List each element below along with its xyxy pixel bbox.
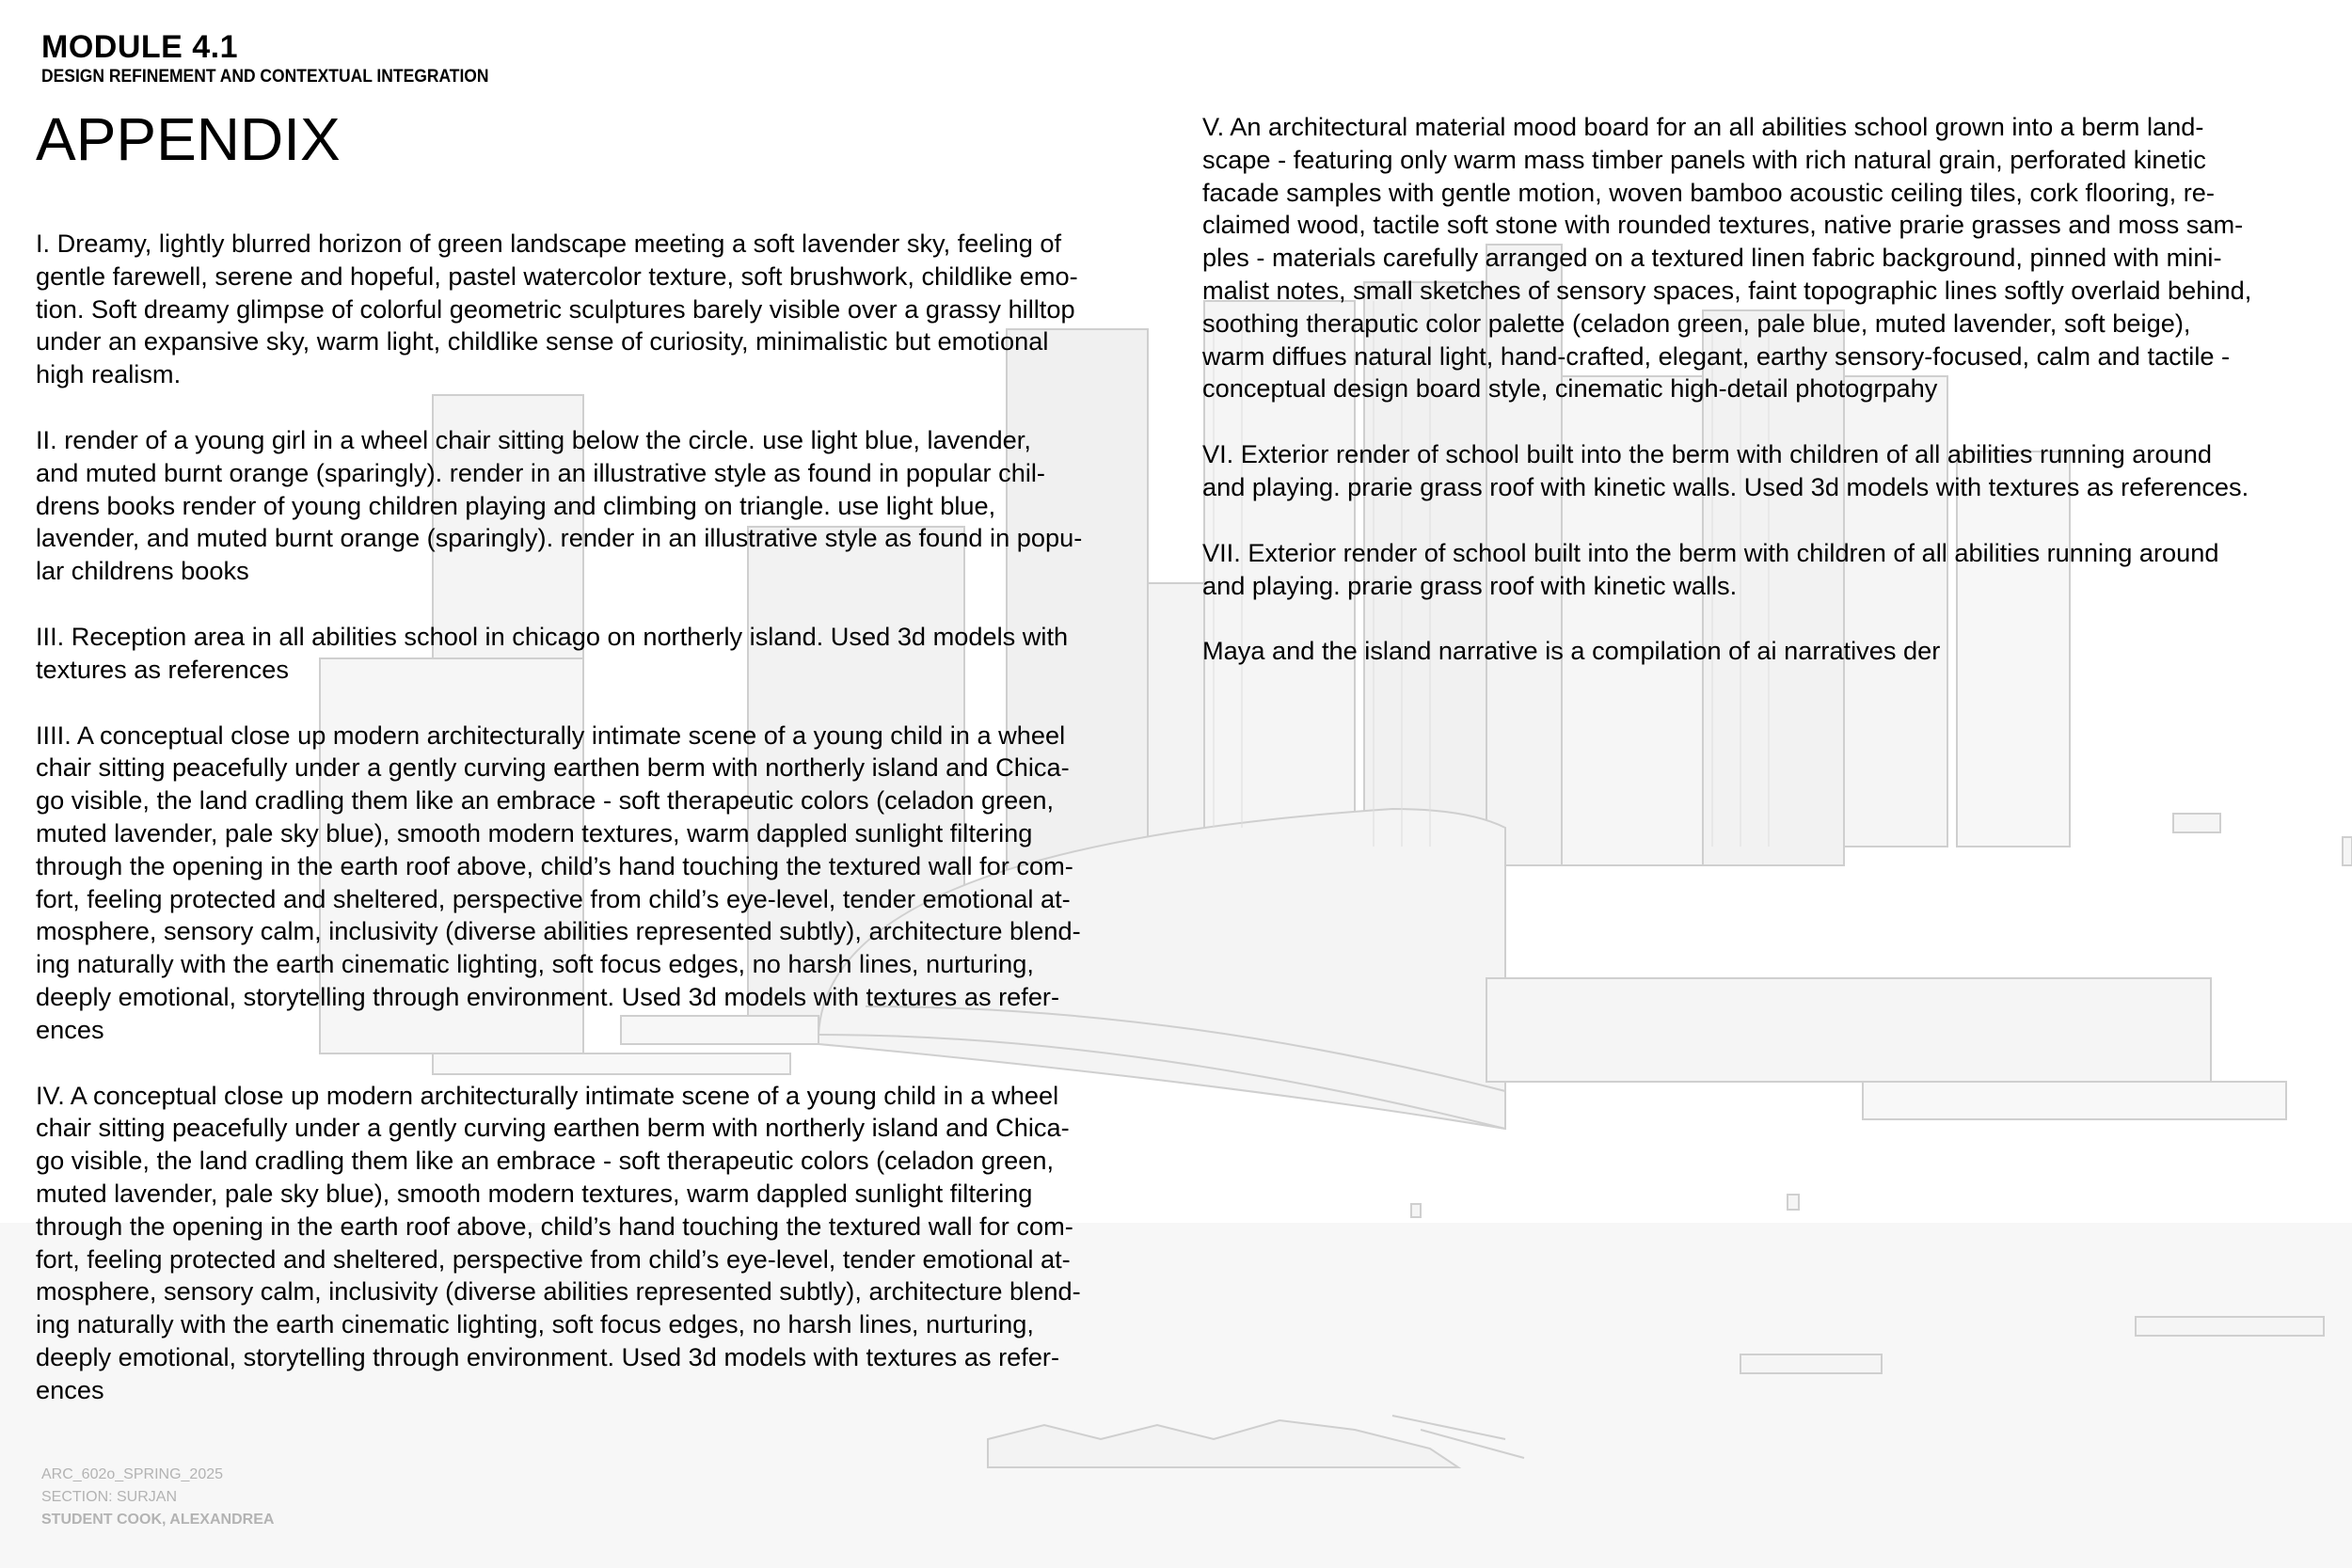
appendix-item-i: I. Dreamy, lightly blurred horizon of green landscape meeting a soft lavender sky, feeling of gentle farewell, serene and hopeful, pastel watercolor texture, soft brushwork, childlike emo- tion. Soft dreamy glimpse of colorful geometric sculptures barely visible over a grassy hilltop under an expansive sky, warm light, childlike sense of curiosity, minimalistic but emotional high realism. [36, 229, 1078, 389]
appendix-item-ii: II. render of a young girl in a wheel chair sitting below the circle. use light blue, lavender, and muted burnt orange (sparingly). render in an illustrative style as found in popular chil- drens books render of young children playing and climbing on triangle. use light blue, lavender, and muted burnt orange (sparingly). render in an illustrative style as found in popu- lar childrens books [36, 424, 1083, 586]
appendix-item-iii: III. Reception area in all abilities school in chicago on northerly island. Used 3d models with textures as references [36, 621, 1069, 684]
module-subtitle: DESIGN REFINEMENT AND CONTEXTUAL INTEGRATION [41, 67, 489, 87]
module-number: MODULE 4.1 [41, 29, 239, 65]
footer-credits [41, 1464, 274, 1531]
appendix-item-vi: VI. Exterior render of school built into the berm with children of all abilities running around and playing. prarie grass roof with kinetic walls. Used 3d models with textures as references. [1202, 439, 2249, 501]
page-title: APPENDIX [36, 105, 341, 173]
appendix-item-iv: IV. A conceptual close up modern architecturally intimate scene of a young child in a wheel chair sitting peacefully under a gently curving earthen berm with northerly island and Chica- go visible, the land cradling them like an embrace - soft therapeutic colors (celadon green, muted lavender, pale sky blue), smooth modern textures, warm dappled sunlight filtering through the opening in the earth roof above, child’s hand touching the textured wall for com- fort, feeling protected and sheltered, perspective from child’s eye-level, tender emotional at- mosphere, sensory calm, inclusivity (diverse abilities represented subtly), architecture blend- ing naturally with the earth cinematic lighting, soft focus edges, no harsh lines, nurturing, deeply emotional, storytelling through environment. Used 3d models with textures as refer- ences [36, 1080, 1081, 1404]
narrative-note: Maya and the island narrative is a compilation of ai narratives der [1202, 636, 1941, 666]
appendix-item-vii: VII. Exterior render of school built into the berm with children of all abilities running around and playing. prarie grass roof with kinetic walls. [1202, 537, 2219, 600]
appendix-item-iiii: IIII. A conceptual close up modern architecturally intimate scene of a young child in a wheel chair sitting peacefully under a gently curving earthen berm with northerly island and Chica- go visible, the land cradling them like an embrace - soft therapeutic colors (celadon green, muted lavender, pale sky blue), smooth modern textures, warm dappled sunlight filtering through the opening in the earth roof above, child’s hand touching the textured wall for com- fort, feeling protected and sheltered, perspective from child’s eye-level, tender emotional at- mosphere, sensory calm, inclusivity (diverse abilities represented subtly), architecture blend- ing naturally with the earth cinematic lighting, soft focus edges, no harsh lines, nurturing, deeply emotional, storytelling through environment. Used 3d models with textures as refer- ences [36, 720, 1081, 1044]
left-text-column [36, 228, 1165, 1440]
student-name: STUDENT COOK, ALEXANDREA [41, 1512, 275, 1528]
right-text-column [1202, 111, 2331, 701]
section-name: SECTION: SURJAN [41, 1489, 178, 1505]
course-code: ARC_602o_SPRING_2025 [41, 1466, 224, 1482]
appendix-item-v: V. An architectural material mood board for an all abilities school grown into a berm land- scape - featuring only warm mass timber panels with rich natural grain, perforated kinetic facade samples with gentle motion, woven bamboo acoustic ceiling tiles, cork flooring, re- claimed wood, tactile soft stone with rounded textures, native prarie grasses and moss sam- ples - materials carefully arranged on a textured linen fabric background, pinned with mini- malist notes, small sketches of sensory spaces, faint topographic lines softly overlaid behind, soothing theraputic color palette (celadon green, pale blue, muted lavender, soft beige), warm diffues natural light, hand-crafted, elegant, earthy sensory-focused, calm and tactile - conceptual design board style, cinematic high-detail photogrpahy [1202, 112, 2252, 404]
